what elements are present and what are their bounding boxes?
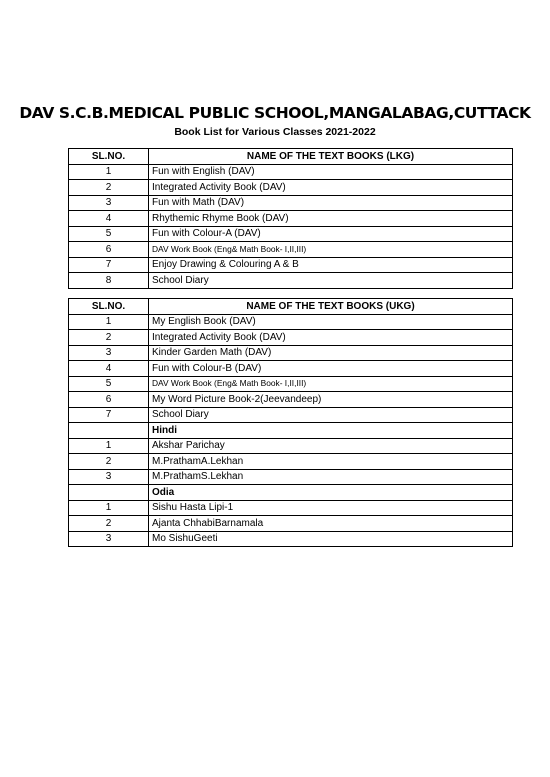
table-row <box>69 211 513 227</box>
book-name: Rhythemic Rhyme Book (DAV) <box>149 211 513 227</box>
book-name: M.PrathamS.Lekhan <box>149 469 513 485</box>
section-heading-hindi: Hindi <box>149 423 513 439</box>
table-row <box>69 314 513 330</box>
table-row <box>69 330 513 346</box>
book-name-header: NAME OF THE TEXT BOOKS (LKG) <box>149 149 513 165</box>
table-header-row <box>69 149 513 165</box>
book-name: Mo SishuGeeti <box>149 531 513 547</box>
ukg-book-table <box>68 298 513 547</box>
table-row <box>69 500 513 516</box>
book-name: Fun with Colour-A (DAV) <box>149 226 513 242</box>
sl-no-header: SL.NO. <box>69 299 149 315</box>
section-row-odia <box>69 485 513 501</box>
sl-no: 4 <box>69 211 149 227</box>
sl-no: 8 <box>69 273 149 289</box>
sl-no: 2 <box>69 454 149 470</box>
book-name: Fun with English (DAV) <box>149 164 513 180</box>
book-name: M.PrathamA.Lekhan <box>149 454 513 470</box>
book-list-subtitle: Book List for Various Classes 2021-2022 <box>174 126 376 138</box>
table-row <box>69 531 513 547</box>
table-row <box>69 164 513 180</box>
book-name: Akshar Parichay <box>149 438 513 454</box>
book-name: Ajanta ChhabiBarnamala <box>149 516 513 532</box>
table-row <box>69 226 513 242</box>
table-row <box>69 180 513 196</box>
empty-cell <box>69 423 149 439</box>
sl-no: 7 <box>69 257 149 273</box>
school-title: DAV S.C.B.MEDICAL PUBLIC SCHOOL,MANGALABAG,CUTTACK <box>19 104 531 122</box>
sl-no: 1 <box>69 314 149 330</box>
table-row <box>69 407 513 423</box>
section-heading-odia: Odia <box>149 485 513 501</box>
sl-no: 6 <box>69 242 149 258</box>
sl-no-header: SL.NO. <box>69 149 149 165</box>
table-row <box>69 392 513 408</box>
table-row <box>69 469 513 485</box>
book-name: Fun with Colour-B (DAV) <box>149 361 513 377</box>
book-name: Sishu Hasta Lipi-1 <box>149 500 513 516</box>
sl-no: 3 <box>69 195 149 211</box>
table-row <box>69 516 513 532</box>
sl-no: 4 <box>69 361 149 377</box>
table-row <box>69 257 513 273</box>
book-name: DAV Work Book (Eng& Math Book- I,II,III) <box>149 376 513 392</box>
book-name: Enjoy Drawing & Colouring A & B <box>149 257 513 273</box>
book-name: DAV Work Book (Eng& Math Book- I,II,III) <box>149 242 513 258</box>
book-name-header: NAME OF THE TEXT BOOKS (UKG) <box>149 299 513 315</box>
table-row <box>69 438 513 454</box>
table-row <box>69 273 513 289</box>
book-name: My Word Picture Book-2(Jeevandeep) <box>149 392 513 408</box>
table-header-row <box>69 299 513 315</box>
lkg-book-table <box>68 148 513 289</box>
sl-no: 3 <box>69 531 149 547</box>
book-name: Fun with Math (DAV) <box>149 195 513 211</box>
section-row-hindi <box>69 423 513 439</box>
book-name: My English Book (DAV) <box>149 314 513 330</box>
table-row <box>69 345 513 361</box>
book-name: Kinder Garden Math (DAV) <box>149 345 513 361</box>
sl-no: 7 <box>69 407 149 423</box>
sl-no: 1 <box>69 164 149 180</box>
sl-no: 6 <box>69 392 149 408</box>
book-name: School Diary <box>149 273 513 289</box>
book-name: Integrated Activity Book (DAV) <box>149 180 513 196</box>
sl-no: 3 <box>69 345 149 361</box>
table-row <box>69 242 513 258</box>
empty-cell <box>69 485 149 501</box>
sl-no: 2 <box>69 180 149 196</box>
sl-no: 5 <box>69 226 149 242</box>
table-row <box>69 195 513 211</box>
sl-no: 5 <box>69 376 149 392</box>
table-row <box>69 454 513 470</box>
sl-no: 1 <box>69 438 149 454</box>
table-row <box>69 361 513 377</box>
sl-no: 2 <box>69 330 149 346</box>
sl-no: 1 <box>69 500 149 516</box>
book-name: Integrated Activity Book (DAV) <box>149 330 513 346</box>
sl-no: 2 <box>69 516 149 532</box>
book-name: School Diary <box>149 407 513 423</box>
table-row <box>69 376 513 392</box>
sl-no: 3 <box>69 469 149 485</box>
